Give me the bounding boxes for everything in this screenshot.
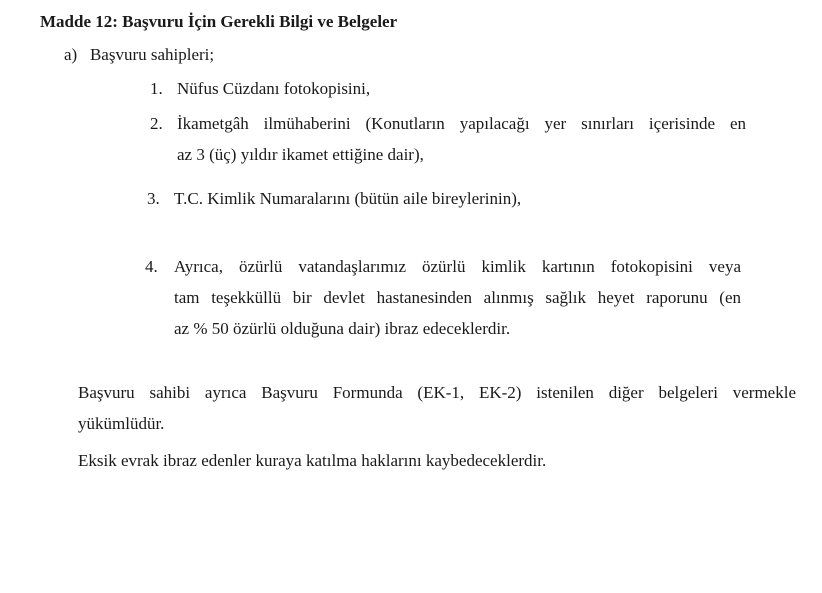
closing-line-3: Eksik evrak ibraz edenler kuraya katılma haklarını kaybedeceklerdir.	[78, 451, 547, 470]
item-1-number: 1.	[150, 79, 163, 98]
item-1-line-1: Nüfus Cüzdanı fotokopisini,	[177, 79, 371, 98]
article-heading: Madde 12: Başvuru İçin Gerekli Bilgi ve Belgeler	[40, 12, 398, 31]
item-3-line-1: T.C. Kimlik Numaralarını (bütün aile bireylerinin),	[174, 189, 522, 208]
item-4-line-3: az % 50 özürlü olduğuna dair) ibraz edeceklerdir.	[174, 319, 511, 338]
item-4-line-1: Ayrıca, özürlü vatandaşlarımız özürlü kimlik kartının fotokopisini veya	[174, 257, 741, 276]
item-2-number: 2.	[150, 114, 163, 133]
section-a-label: a) Başvuru sahipleri;	[64, 45, 215, 64]
item-2-line-2: az 3 (üç) yıldır ikamet ettiğine dair),	[177, 145, 424, 164]
item-3-number: 3.	[147, 189, 160, 208]
item-4-line-2: tam teşekküllü bir devlet hastanesinden alınmış sağlık heyet raporunu (en	[174, 288, 741, 307]
item-2-line-1: İkametgâh ilmühaberini (Konutların yapılacağı yer sınırları içerisinde en	[177, 114, 746, 133]
item-4-number: 4.	[145, 257, 158, 276]
closing-line-1: Başvuru sahibi ayrıca Başvuru Formunda (EK-1, EK-2) istenilen diğer belgeleri vermekle	[78, 383, 796, 402]
closing-line-2: yükümlüdür.	[78, 414, 165, 433]
